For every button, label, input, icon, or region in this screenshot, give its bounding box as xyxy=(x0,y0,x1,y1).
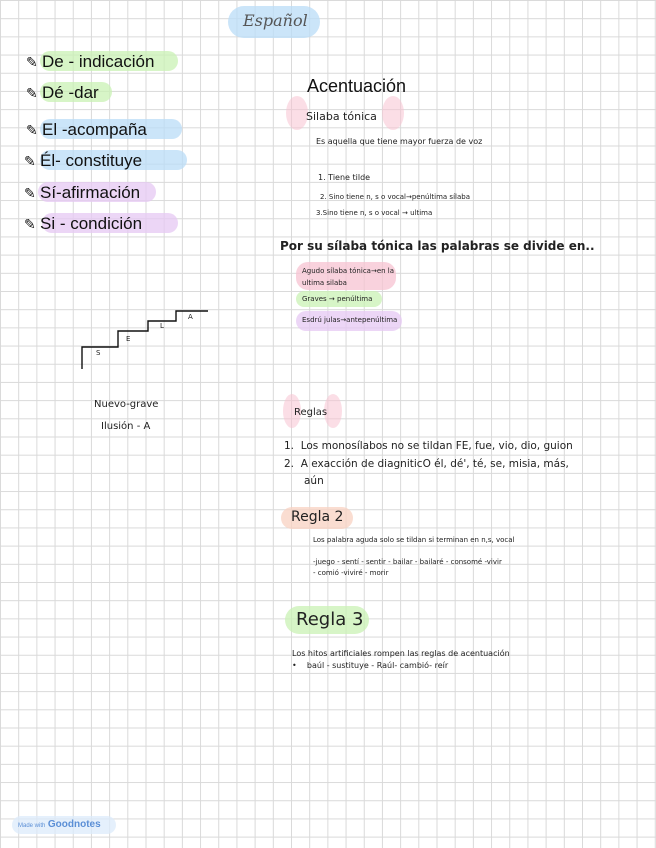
pencil-icon: ✎ xyxy=(24,216,36,232)
tonica-item: Graves → penúltima xyxy=(302,295,373,303)
section-heading-regla-3: Regla 3 xyxy=(296,609,364,630)
stair-label: L xyxy=(160,322,164,330)
reglas-item: 1. Los monosílabos no se tildan FE, fue, vio, dio, guion xyxy=(284,440,573,452)
stairs-drawing xyxy=(78,305,212,371)
rule-text: 1. Tiene tilde xyxy=(318,173,371,182)
stairs-caption: Nuevo-grave xyxy=(94,399,159,410)
footer-watermark: Made with Goodnotes xyxy=(18,819,101,830)
subheading-silaba-tonica: Silaba tónica xyxy=(306,110,377,123)
section-heading-acentuacion: Acentuación xyxy=(307,76,407,96)
section-heading-reglas: Reglas xyxy=(294,407,328,418)
definition-text: Es aquella que tiene mayor fuerza de voz xyxy=(316,137,483,146)
stair-label: S xyxy=(96,349,101,357)
highlight-blob xyxy=(382,96,404,130)
list-item: ✎ Él- constituye xyxy=(24,151,143,170)
regla3-bullet: • baúl - sustituye - Raúl- cambió- reír xyxy=(292,661,449,670)
pencil-icon: ✎ xyxy=(24,185,36,201)
list-item: ✎ Si - condición xyxy=(24,214,143,233)
stairs-caption: Ilusión - A xyxy=(101,421,151,432)
pencil-icon: ✎ xyxy=(26,122,38,138)
pencil-icon: ✎ xyxy=(26,85,38,101)
list-item: ✎ Sí-afirmación xyxy=(24,183,141,202)
list-item: ✎ Dé -dar xyxy=(26,83,99,102)
stair-label: A xyxy=(188,313,193,321)
tonica-item: Esdrú julas→antepenúltima xyxy=(302,316,398,324)
reglas-item: 2. A exacción de diagniticO él, dé', té, se, misia, más, xyxy=(284,458,569,470)
regla2-examples: - comió -viviré - morir xyxy=(313,569,389,577)
pencil-icon: ✎ xyxy=(26,54,38,70)
regla3-text: Los hitos artificiales rompen las reglas de acentuación xyxy=(292,649,510,658)
bullet-icon: • xyxy=(292,661,297,670)
pencil-icon: ✎ xyxy=(24,153,36,169)
reglas-item-continuation: aún xyxy=(304,475,324,487)
regla2-examples: -juego - sentí - sentir - bailar - bailaré - consomé -vivir xyxy=(313,558,502,566)
list-item: ✎ El -acompaña xyxy=(26,120,147,139)
rule-text: 3.Sino tiene n, s o vocal → ultima xyxy=(316,209,433,217)
rule-text: 2. Sino tiene n, s o vocal→penúltima sílaba xyxy=(320,193,470,201)
section-heading-regla-2: Regla 2 xyxy=(291,509,344,525)
highlight-blob xyxy=(286,96,308,130)
stair-label: E xyxy=(126,335,131,343)
page-title: Español xyxy=(243,11,308,30)
tonica-item: ultima silaba xyxy=(302,279,347,287)
list-item: ✎ De - indicación xyxy=(26,52,155,71)
regla2-text: Los palabra aguda solo se tildan si terminan en n,s, vocal xyxy=(313,536,515,544)
tonica-item: Agudo sílaba tónica→en la xyxy=(302,267,395,275)
section-heading-tonica: Por su sílaba tónica las palabras se divide en.. xyxy=(280,239,595,253)
